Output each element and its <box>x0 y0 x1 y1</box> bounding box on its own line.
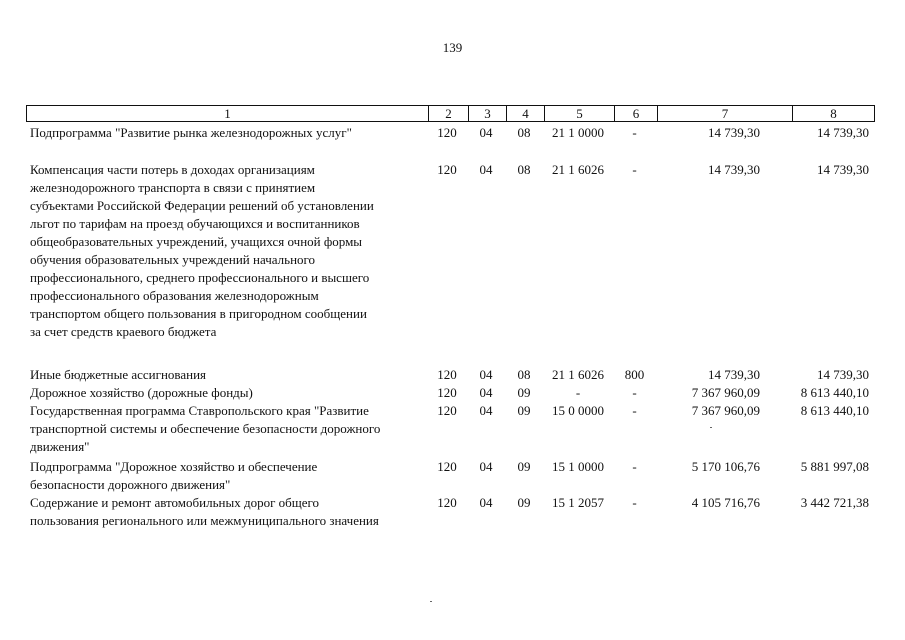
row-col-6: - <box>632 385 637 400</box>
row-name-line: обучения образовательных учреждений начального <box>30 252 316 267</box>
row-name-line: профессионального образования железнодорожным <box>30 288 319 303</box>
row-col-5: 21 1 0000 <box>552 125 604 140</box>
row-col-5: 21 1 6026 <box>552 162 604 177</box>
row-col-5: - <box>575 385 581 400</box>
row-name-line: транспортом общего пользования в пригородном сообщении <box>30 306 367 321</box>
row-col-2: 120 <box>437 162 457 177</box>
row-col-5: 15 1 0000 <box>552 459 604 474</box>
row-name-line: транспортной системы и обеспечение безопасности дорожного <box>30 421 381 436</box>
page-number: 139 <box>442 40 463 55</box>
row-col-4: 09 <box>517 495 531 510</box>
row-name-line: Содержание и ремонт автомобильных дорог общего <box>30 495 320 510</box>
row-name: Иные бюджетные ассигнования <box>30 367 207 382</box>
row-col-7: 14 739,30 <box>708 162 760 177</box>
row-col-7: 14 739,30 <box>708 367 760 382</box>
row-col-4: 09 <box>517 459 531 474</box>
scan-speck <box>430 601 432 602</box>
row-col-7: 7 367 960,09 <box>691 385 760 400</box>
header-col-2: 2 <box>428 106 468 121</box>
row-name-line: железнодорожного транспорта в связи с принятием <box>30 180 316 195</box>
row-col-4: 08 <box>517 162 531 177</box>
row-col-2: 120 <box>437 459 457 474</box>
row-col-6: - <box>632 162 637 177</box>
row-col-4: 09 <box>517 385 531 400</box>
row-col-8: 3 442 721,38 <box>800 495 869 510</box>
row-col-3: 04 <box>479 403 493 418</box>
row-col-6: 800 <box>624 367 645 382</box>
row-col-8: 14 739,30 <box>817 162 869 177</box>
row-name-line: льгот по тарифам на проезд обучающихся и воспитанников <box>30 216 360 231</box>
row-col-6: - <box>632 403 637 418</box>
row-name <box>30 494 425 530</box>
row-name-line: Государственная программа Ставропольского края "Развитие <box>30 403 369 418</box>
header-col-8: 8 <box>792 106 874 121</box>
header-col-3: 3 <box>468 106 506 121</box>
header-col-1: 1 <box>224 106 231 121</box>
row-name-line: Компенсация части потерь в доходах организациям <box>30 162 315 177</box>
row-col-3: 04 <box>479 367 493 382</box>
header-col-5: 5 <box>544 106 614 121</box>
row-name-line: субъектами Российской Федерации решений об установлении <box>30 198 374 213</box>
row-col-8: 14 739,30 <box>817 125 869 140</box>
row-col-5: 15 1 2057 <box>552 495 604 510</box>
header-col-7: 7 <box>657 106 792 121</box>
row-col-4: 09 <box>517 403 531 418</box>
row-name-line: безопасности дорожного движения" <box>30 477 231 492</box>
row-col-3: 04 <box>479 495 493 510</box>
header-col-4: 4 <box>506 106 544 121</box>
row-col-3: 04 <box>479 125 493 140</box>
row-name <box>30 458 425 494</box>
scan-speck <box>710 427 712 428</box>
row-col-7: 7 367 960,09 <box>691 403 760 418</box>
row-col-2: 120 <box>437 495 457 510</box>
row-col-6: - <box>632 495 637 510</box>
row-col-4: 08 <box>517 367 531 382</box>
row-col-2: 120 <box>437 367 457 382</box>
row-col-2: 120 <box>437 385 457 400</box>
row-col-8: 14 739,30 <box>817 367 869 382</box>
header-col-6: 6 <box>614 106 657 121</box>
row-col-7: 4 105 716,76 <box>691 495 760 510</box>
row-col-3: 04 <box>479 385 493 400</box>
row-col-2: 120 <box>437 125 457 140</box>
row-col-7: 5 170 106,76 <box>691 459 760 474</box>
row-col-4: 08 <box>517 125 531 140</box>
row-name-line: за счет средств краевого бюджета <box>30 324 217 339</box>
table-header <box>26 105 875 122</box>
row-col-3: 04 <box>479 162 493 177</box>
row-name-line: пользования регионального или межмуниципального значения <box>30 513 379 528</box>
row-name-line: Подпрограмма "Дорожное хозяйство и обеспечение <box>30 459 318 474</box>
row-col-8: 5 881 997,08 <box>800 459 869 474</box>
row-col-8: 8 613 440,10 <box>800 385 869 400</box>
row-name <box>30 402 425 456</box>
row-col-7: 14 739,30 <box>708 125 760 140</box>
row-name-line: движения" <box>30 439 90 454</box>
row-col-2: 120 <box>437 403 457 418</box>
row-col-8: 8 613 440,10 <box>800 403 869 418</box>
row-col-3: 04 <box>479 459 493 474</box>
row-col-6: - <box>632 459 637 474</box>
row-name-line: общеобразовательных учреждений, учащихся очной формы <box>30 234 363 249</box>
row-col-5: 15 0 0000 <box>552 403 604 418</box>
row-name <box>30 161 425 341</box>
row-col-5: 21 1 6026 <box>552 367 604 382</box>
row-name: Дорожное хозяйство (дорожные фонды) <box>30 385 253 400</box>
row-name: Подпрограмма "Развитие рынка железнодорожных услуг" <box>30 125 352 140</box>
row-name-line: профессионального, среднего профессионального и высшего <box>30 270 370 285</box>
row-col-6: - <box>632 125 637 140</box>
